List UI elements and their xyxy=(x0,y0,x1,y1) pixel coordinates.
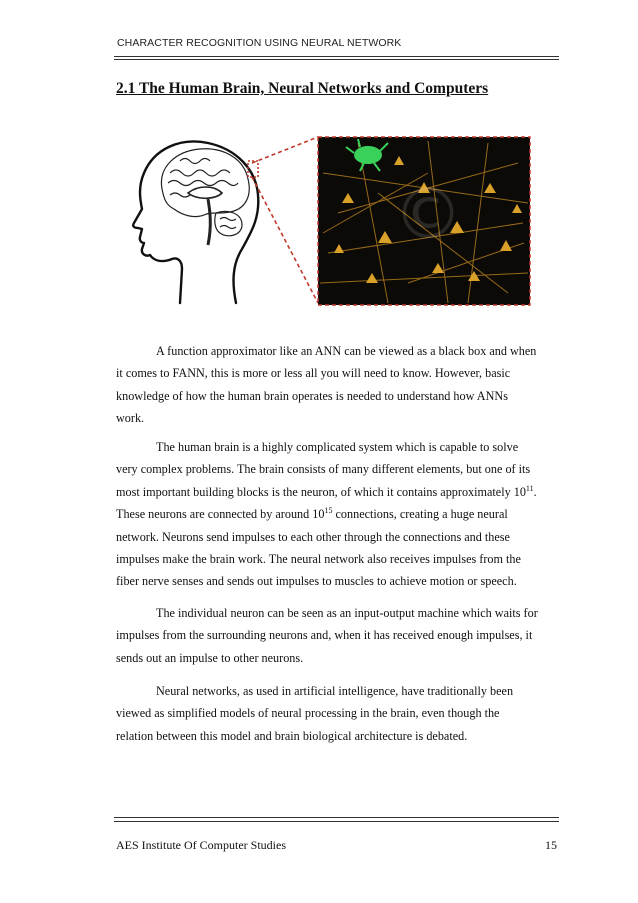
page-number: 15 xyxy=(545,838,557,852)
paragraph-line: Neural networks, as used in artificial intelligence, have traditionally been xyxy=(156,684,514,698)
footer-divider xyxy=(114,817,559,818)
paragraph-line: it comes to FANN, this is more or less all you will need to know. However, basic xyxy=(116,366,511,381)
section-title: 2.1 The Human Brain, Neural Networks and Computers xyxy=(116,80,489,97)
header-divider xyxy=(114,56,559,57)
paragraph-line: sends out an impulse to other neurons. xyxy=(116,650,304,665)
superscript: 15 xyxy=(324,506,333,516)
paragraph-line: The individual neuron can be seen as an input-output machine which waits for xyxy=(156,606,538,620)
paragraph-3 xyxy=(116,602,562,669)
neuron-micrograph xyxy=(318,137,530,305)
head-illustration xyxy=(133,141,258,303)
paragraph-line: The human brain is a highly complicated system which is capable to solve xyxy=(156,440,519,454)
paragraph-1 xyxy=(116,340,562,430)
paragraph-2 xyxy=(116,436,562,593)
watermark-text: © xyxy=(393,173,463,255)
header-divider-secondary xyxy=(114,59,559,60)
paragraph-line: most important building blocks is the neuron, of which it contains approximately $10^{11}$. xyxy=(116,483,537,499)
paragraph-4 xyxy=(116,680,562,747)
paragraph-line: impulses from the surrounding neurons and, when it has received enough impulses, it xyxy=(116,628,533,643)
paragraph-line: network. Neurons send impulses to each other through the connections and these xyxy=(116,529,510,544)
paragraph-line: A function approximator like an ANN can be viewed as a black box and when xyxy=(156,344,537,358)
brain-illustration xyxy=(161,149,249,245)
brain-neuron-figure xyxy=(128,133,532,308)
paragraph-line: relation between this model and brain biological architecture is debated. xyxy=(116,728,468,743)
paragraph-line: work. xyxy=(116,411,145,426)
paragraph-line: These neurons are connected by around $10^{15}$ connections, creating a huge neural xyxy=(116,506,508,522)
paragraph-line: impulses make the brain work. The neural network also receives impulses from the xyxy=(116,552,521,567)
superscript: 11 xyxy=(525,483,534,493)
paragraph-line: viewed as simplified models of neural processing in the brain, even though the xyxy=(116,706,500,721)
footer-divider-secondary xyxy=(114,821,559,822)
paragraph-line: fiber nerve senses and sends out impulses to muscles to achieve motion or speech. xyxy=(116,574,517,589)
paragraph-line: very complex problems. The brain consists of many different elements, but one of its xyxy=(116,462,531,477)
running-header: CHARACTER RECOGNITION USING NEURAL NETWORK xyxy=(117,37,402,49)
footer-institute: AES Institute Of Computer Studies xyxy=(116,838,286,852)
zoom-connector xyxy=(248,137,318,303)
paragraph-line: knowledge of how the human brain operates is needed to understand how ANNs xyxy=(116,388,508,403)
